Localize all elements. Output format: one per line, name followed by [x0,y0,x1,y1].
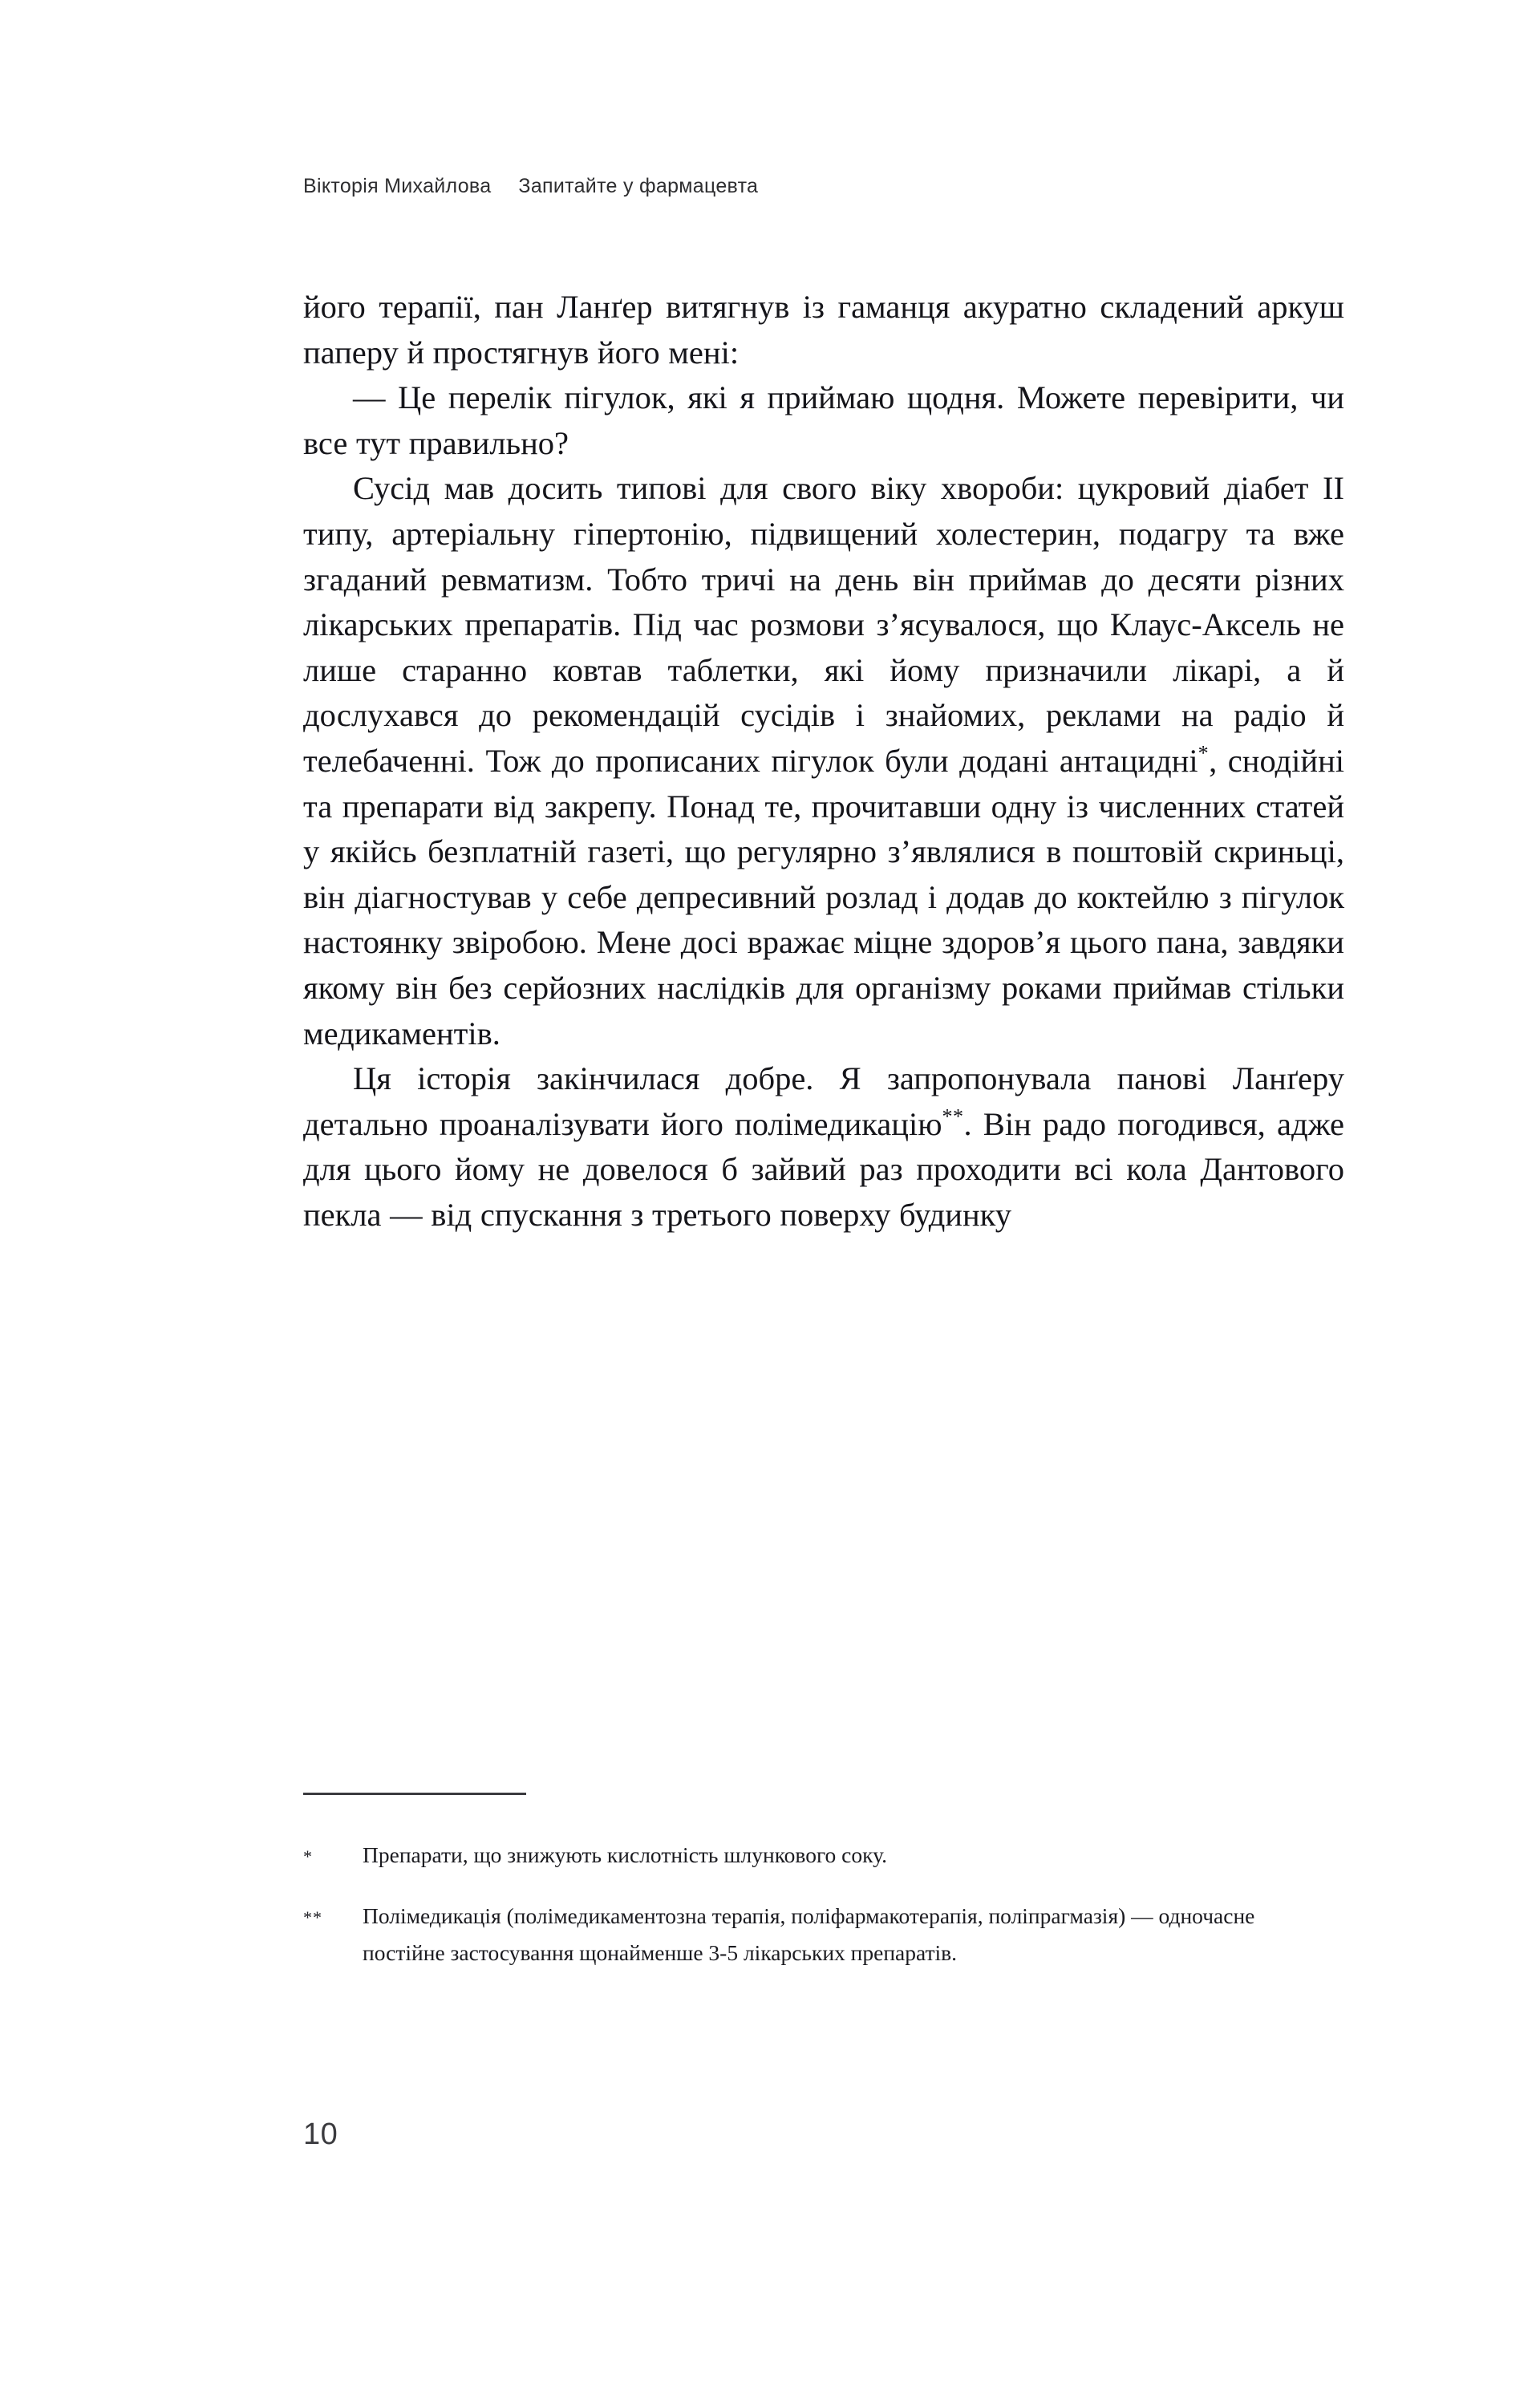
running-head-author: Вікторія Михайлова [303,175,492,197]
paragraph-neighbour-part1: Сусід мав досить типові для свого віку хвороби: цукровий діабет II типу, артеріальну гіпертонію, підвищений холестерин, подагру та вже згаданий ревматизм. Тобто тричі на день він приймав до десяти різних лікарських препаратів. Під час розмови з’ясувалося, що Клаус-Аксель не лише старанно ковтав таблетки, які йому призначили лікарі, а й дослухався до рекомендацій сусідів і знайомих, реклами на радіо й телебаченні. Тож до прописаних пігулок були додані антацидні [303,470,1344,779]
paragraph-story-end-part1: Ця історія закінчилася добре. Я запропонувала панові Ланґеру детально проаналізувати його полімедикацію [303,1060,1344,1142]
running-head [303,175,1346,198]
footnotes-block [303,1837,1314,1996]
footnote-marker-2: ** [303,1907,322,1927]
paragraph-neighbour [303,466,1344,1056]
body-text-block [303,285,1344,1238]
paragraph-story-end-part2: . Він радо погодився, адже для цього йому не довелося б зайвий раз проходити всі кола Дантового пекла — від спускання з третього поверху будинку [303,1105,1344,1233]
footnote-marker-1: * [303,1846,313,1866]
paragraph-continued: його терапії, пан Ланґер витягнув із гаманця акуратно складений аркуш паперу й простягнув його мені: [303,289,1344,371]
footnote-text-2: Полімедикація (полімедикаментозна терапія, поліфармакотерапія, поліпрагмазія) — одночасне постійне застосування щонайменше 3-5 лікарських препаратів. [363,1903,1255,1965]
footnote-ref-2[interactable]: ** [942,1104,964,1129]
running-head-title: Запитайте у фармацевта [518,175,759,197]
footnote-item [303,1837,1314,1874]
page-number: 10 [303,2117,338,2151]
footnote-ref-1[interactable]: * [1198,741,1210,765]
paragraph-neighbour-part2: , снодійні та препарати від закрепу. Понад те, прочитавши одну із численних статей у якійсь безплатній газеті, що регулярно з’являлися в поштовій скриньці, він діагностував у себе депресивний розлад і додав до коктейлю з пігулок настоянку звіробою. Мене досі вражає міцне здоров’я цього пана, завдяки якому він без серйозних наслідків для організму роками приймав стільки медикаментів. [303,742,1345,1052]
paragraph-story-end [303,1056,1344,1238]
footnote-text-1: Препарати, що знижують кислотність шлункового соку. [363,1842,887,1867]
footnote-separator-rule [303,1793,526,1795]
footnote-item [303,1898,1314,1971]
paragraph-dialogue: — Це перелік пігулок, які я приймаю щодня. Можете перевірити, чи все тут правильно? [303,379,1344,461]
